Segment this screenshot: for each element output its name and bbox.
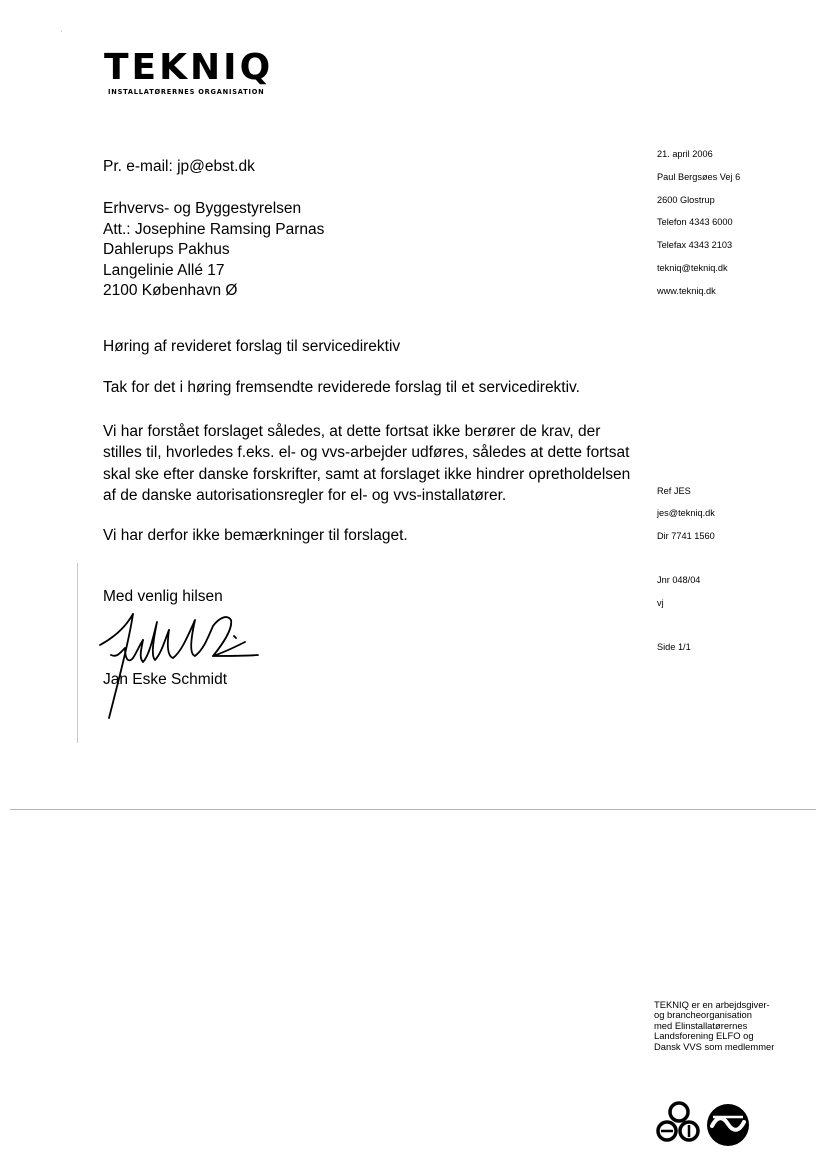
recipient-line: 2100 København Ø: [103, 282, 238, 300]
logo-wordmark: TEKNIQ: [104, 47, 274, 88]
paragraph-2-line: stilles til, hvorledes f.eks. el- og vvs-arbejder udføres, således at dette fortsat: [103, 444, 630, 462]
page-number: Side 1/1: [657, 642, 691, 652]
ref-direct-phone: Dir 7741 1560: [657, 531, 715, 541]
footer-line: Dansk VVS som medlemmer: [654, 1040, 775, 1052]
logo-tagline: INSTALLATØRERNES ORGANISATION: [108, 88, 265, 96]
ref-email: jes@tekniq.dk: [657, 508, 715, 518]
sender-phone: Telefon 4343 6000: [657, 217, 733, 227]
paragraph-2-line: Vi har forstået forslaget således, at dette fortsat ikke berører de krav, der: [103, 423, 601, 440]
scan-mark: ˊ: [60, 30, 63, 39]
recipient-line: Erhvervs- og Byggestyrelsen: [103, 200, 302, 217]
footer-line: Landsforening ELFO og: [654, 1030, 754, 1042]
recipient-address: [103, 199, 324, 302]
sender-email: tekniq@tekniq.dk: [657, 263, 728, 273]
letter-subject: Høring af revideret forslag til servicedirektiv: [103, 338, 401, 355]
page-fold-line: [10, 809, 816, 810]
dansk-vvs-logo-icon: [705, 1102, 751, 1148]
signer-name: Jan Eske Schmidt: [103, 671, 228, 688]
paragraph-3: Vi har derfor ikke bemærkninger til forslaget.: [103, 527, 408, 544]
ref-initials: Ref JES: [657, 486, 691, 496]
sender-address: Paul Bergsøes Vej 6: [657, 172, 741, 182]
handwritten-signature: [95, 600, 265, 725]
footer-line: og brancheorganisation: [654, 1009, 752, 1021]
delivery-line: Pr. e-mail: jp@ebst.dk: [103, 158, 255, 175]
recipient-line: Att.: Josephine Ramsing Parnas: [103, 220, 325, 238]
letter-date: 21. april 2006: [657, 149, 713, 159]
paragraph-2-line: skal ske efter danske forskrifter, samt at forslaget ikke hindrer opretholdelsen: [103, 465, 631, 483]
sender-postal: 2600 Glostrup: [657, 195, 715, 205]
paragraph-2-line: af de danske autorisationsregler for el- og vvs-installatører.: [103, 486, 507, 504]
ref-typist-initials: vj: [657, 598, 664, 608]
recipient-line: Dahlerups Pakhus: [103, 241, 230, 259]
footer-organisation-note: [654, 1000, 814, 1052]
sender-website: www.tekniq.dk: [657, 286, 716, 296]
elfo-logo-icon: [655, 1100, 703, 1144]
sender-fax: Telefax 4343 2103: [657, 240, 733, 250]
footer-line: TEKNIQ er en arbejdsgiver-: [654, 999, 770, 1010]
scan-edge-line: [77, 563, 78, 743]
recipient-line: Langelinie Allé 17: [103, 261, 225, 279]
footer-line: med Elinstallatørernes: [654, 1019, 748, 1031]
ref-journal-number: Jnr 048/04: [657, 575, 701, 585]
closing-greeting: Med venlig hilsen: [103, 588, 223, 605]
paragraph-1: Tak for det i høring fremsendte reviderede forslag til et servicedirektiv.: [103, 379, 580, 396]
paragraph-2: [103, 421, 643, 506]
